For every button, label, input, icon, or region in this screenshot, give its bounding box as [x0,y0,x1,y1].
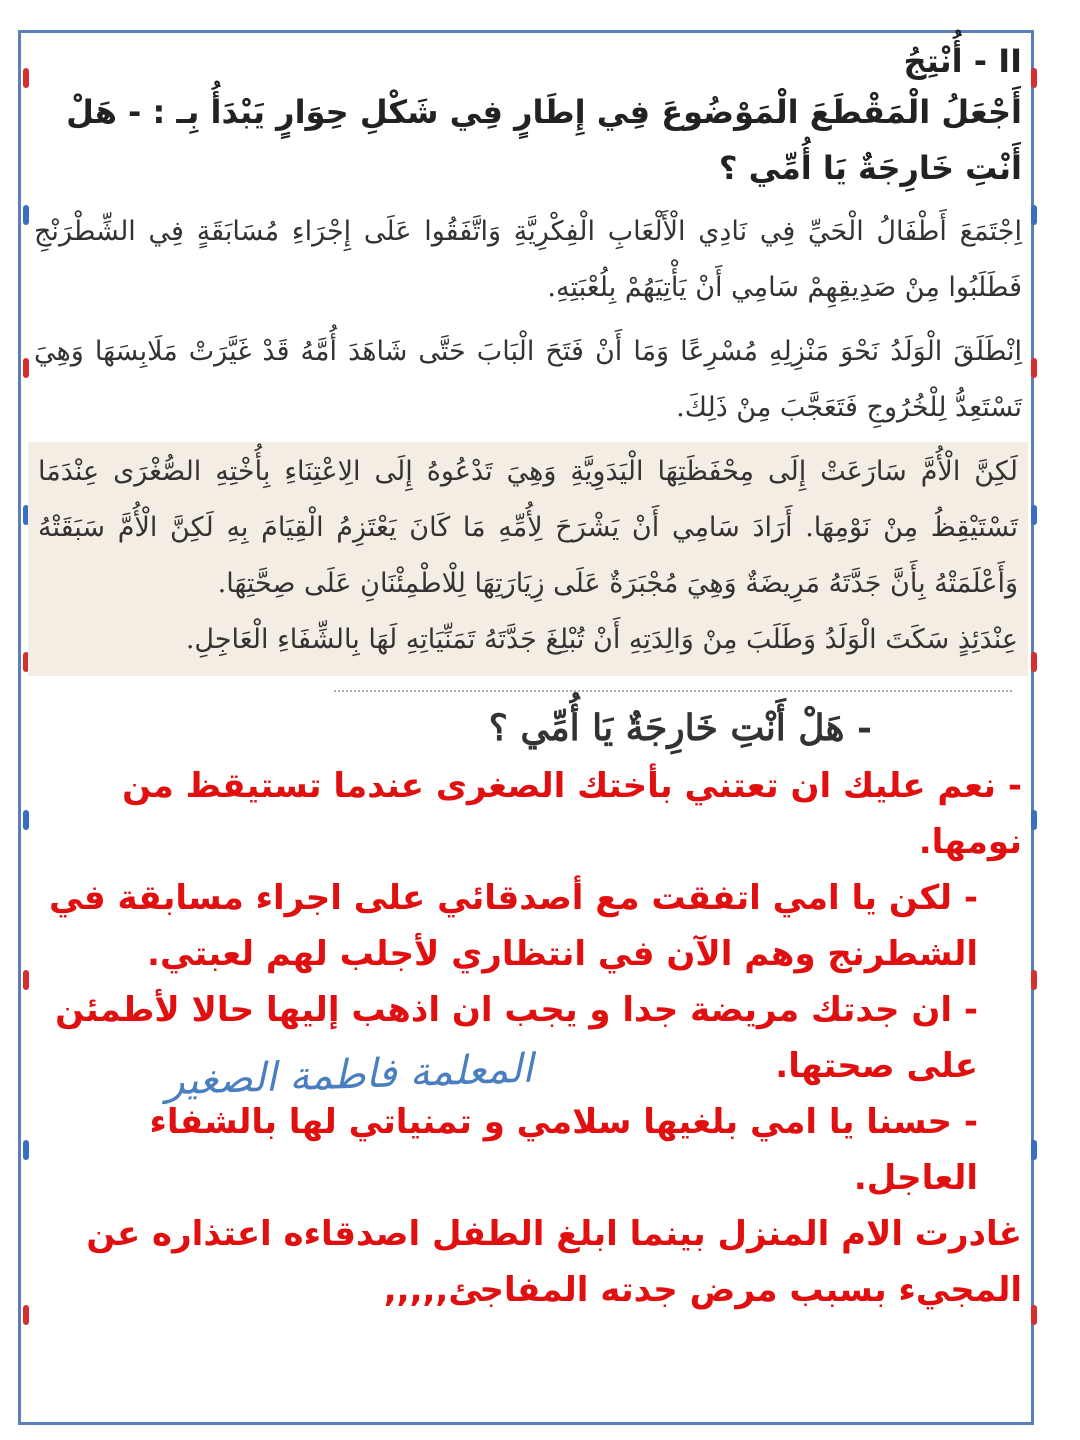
dialogue-title: - هَلْ أَنْتِ خَارِجَةٌ يَا أُمِّي ؟ [488,707,872,749]
answer-line-1: - نعم عليك ان تعتني بأختك الصغرى عندما تستيقظ من نومها. [122,766,1022,862]
dotted-divider [334,690,1012,692]
answer-line-3: - ان جدتك مريضة جدا و يجب ان اذهب إليها حالا لأطمئن على صحتها. [55,990,978,1086]
answer-line-4: - حسنا يا امي بلغيها سلامي و تمنياتي لها بالشفاء العاجل. [149,1102,978,1198]
boxed-passage [28,442,1028,676]
instruction-text: أَجْعَلُ الْمَقْطَعَ الْمَوْضُوعَ فِي إِطَارٍ فِي شَكْلِ حِوَارٍ يَبْدَأُ بِـ : - هَلْ أَنْتِ خَارِجَةٌ يَا أُمِّي ؟ [66,93,1022,187]
story-paragraph-1: اِجْتَمَعَ أَطْفَالُ الْحَيِّ فِي نَادِي الْأَلْعَابِ الْفِكْرِيَّةِ وَاتَّفَقُوا عَلَى إِجْرَاءِ مُسَابَقَةٍ فِي الشِّطْرَنْجِ فَطَلَبُوا مِنْ صَدِيقِهِمْ سَامِي أَنْ يَأْتِيَهُمْ بِلُعْبَتِهِ. [34,216,1022,303]
story-paragraph-2: اِنْطَلَقَ الْوَلَدُ نَحْوَ مَنْزِلِهِ مُسْرِعًا وَمَا أَنْ فَتَحَ الْبَابَ حَتَّى شَاهَدَ أُمَّهُ قَدْ غَيَّرَتْ مَلَابِسَهَا وَهِيَ تَسْتَعِدُّ لِلْخُرُوجِ فَتَعَجَّبَ مِنْ ذَلِكَ. [34,336,1022,423]
answer-line-5: غادرت الام المنزل بينما ابلغ الطفل اصدقاءه اعتذاره عن المجيء بسبب مرض جدته المفاجئ,,,,, [86,1214,1022,1310]
boxed-paragraph-1: لَكِنَّ الْأُمَّ سَارَعَتْ إِلَى مِحْفَظَتِهَا الْيَدَوِيَّةِ وَهِيَ تَدْعُوهُ إِلَى الِاعْتِنَاءِ بِأُخْتِهِ الصُّغْرَى عِنْدَمَا تَسْتَيْقِظُ مِنْ نَوْمِهَا. أَرَادَ سَامِي أَنْ يَشْرَحَ لِأُمِّهِ مَا كَانَ يَعْتَزِمُ الْقِيَامَ بِهِ لَكِنَّ الْأُمَّ سَبَقَتْهُ وَأَعْلَمَتْهُ بِأَنَّ جَدَّتَهُ مَرِيضَةٌ وَهِيَ مُجْبَرَةٌ عَلَى زِيَارَتِهَا لِلْاطْمِئْنَانِ عَلَى صِحَّتِهَا. [38,456,1018,599]
right-border-decoration [1028,40,1042,1410]
boxed-paragraph-2: عِنْدَئِذٍ سَكَتَ الْوَلَدُ وَطَلَبَ مِنْ وَالِدَتِهِ أَنْ تُبْلِغَ جَدَّتَهُ تَمَنِّيَاتِهِ لَهَا بِالشِّفَاءِ الْعَاجِلِ. [185,624,1018,655]
teacher-signature: المعلمة فاطمة الصغير [164,1045,534,1105]
answer-line-2: - لكن يا امي اتفقت مع أصدقائي على اجراء مسابقة في الشطرنج وهم الآن في انتظاري لأجلب لهم لعبتي. [48,878,978,974]
left-border-decoration [20,40,34,1410]
section-heading: II - أُنْتِجُ [903,42,1022,80]
worksheet-content [34,34,1022,1318]
